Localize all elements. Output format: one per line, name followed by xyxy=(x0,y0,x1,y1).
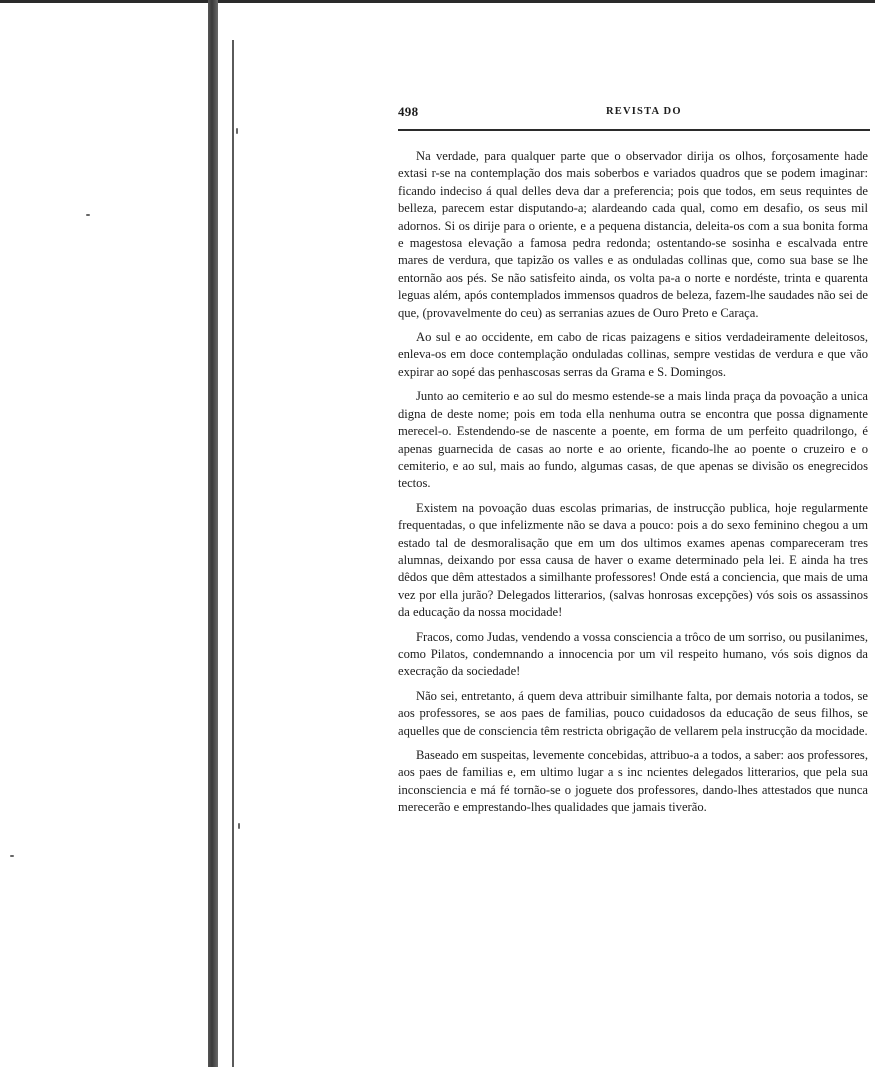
paragraph: Fracos, como Judas, vendendo a vossa consciencia a trôco de um sorriso, ou pusilanimes, como Pilatos, condemnando a innocencia por um vil respeito humano, vós sois dignos da execração da sociedade! xyxy=(398,629,868,679)
paragraph: Baseado em suspeitas, levemente concebidas, attribuo-a a todos, a saber: aos professores, aos paes de familias e, em ultimo lugar a s inc ncientes delegados litterarios, que pela sua inconsciencia e má fé tornão-se o joguete dos professores, dando-lhes attestados que nunca merecerão e emprestando-lhes qualidades que jamais tiverão. xyxy=(398,748,868,815)
paragraph: Não sei, entretanto, á quem deva attribuir similhante falta, por demais notoria a todos, se aos professores, se aos paes de familias, pouco cuidadosos da educação de seus filhos, se aquelles que de consciencia têm restricta obrigação de vellarem pela instrucção da mocidade. xyxy=(398,688,868,738)
paper-speck xyxy=(238,823,240,829)
paragraph: Ao sul e ao occidente, em cabo de ricas paizagens e sitios verdadeiramente deleitosos, enleva-os em doce contemplação onduladas collinas, sempre vestidas de verdura e que vão expirar ao sopé das penhascosas serras da Grama e S. Domingos. xyxy=(398,330,868,379)
paragraph: Existem na povoação duas escolas primarias, de instrucção publica, hoje regularmente frequentadas, o que infelizmente não se dava a pouco: pois a do sexo feminino chegou a um estado tal de desmoralisação que em um dos ultimos exames apenas compareceram tres alumnas, deixando por essa causa de haver o exame determinado pela lei. E ainda ha tres dêdos que dêm attestados a similhante professores! Onde está a conciencia, que mais de uma vez por ella jurão? Delegados litterarios, (salvas honrosas excepções) vós sois os assassinos da educação da nossa mocidade! xyxy=(398,500,868,620)
book-spine-shadow xyxy=(208,0,218,1067)
page-top-edge xyxy=(0,0,875,3)
paragraph: Junto ao cemiterio e ao sul do mesmo estende-se a mais linda praça da povoação a unica digna de deste nome; pois em toda ella nenhuma outra se encontra que possa dignamente merecel-o. Estendendo-se de nascente a poente, em forma de um perfeito quadrilongo, é apenas guarnecida de casas ao norte e ao oriente, ficando-lhe ao poente o cruzeiro e o cemiterio, e ao sul, mais ao fundo, algumas casas, de que apenas se divisão os enegrecidos tectos. xyxy=(398,389,868,491)
header-rule xyxy=(398,129,870,131)
page-number: 498 xyxy=(398,104,419,119)
paper-speck xyxy=(10,855,14,857)
running-head xyxy=(398,104,868,122)
paragraph: Na verdade, para qualquer parte que o observador dirija os olhos, forçosamente hade extasi r-se na contemplação dos mais soberbos e variados quadros que se podem imaginar: ficando indeciso á qual delles deva dar a preferencia; pois que todos, em seus requintes de belleza, parecem estar disputando-a; alardeando cada qual, como em desafio, os seus mil adornos. Si os dirije para o oriente, e a pequena distancia, deleita-os com a sua bonita forma e magestosa elevação a famosa pedra redonda; ostentando-se sosinha e escalvada entre mares de verdura, que tapizão os valles e as onduladas collinas que, como sua base se lhe entornão aos pés. Se não satisfeito ainda, os volta pa-a o norte e nordéste, trinta e quarenta leguas além, após contemplados immensos quadros de beleza, fazem-lhe saudades não sei de que, (provavelmente do ceu) as serranias azues de Ouro Preto e Caraça. xyxy=(398,149,868,320)
printed-page xyxy=(398,104,868,824)
paper-speck xyxy=(86,214,90,216)
gutter-line xyxy=(232,40,234,1067)
paper-speck xyxy=(236,128,238,134)
journal-title: REVISTA DO xyxy=(606,106,682,117)
body-text xyxy=(398,148,868,817)
